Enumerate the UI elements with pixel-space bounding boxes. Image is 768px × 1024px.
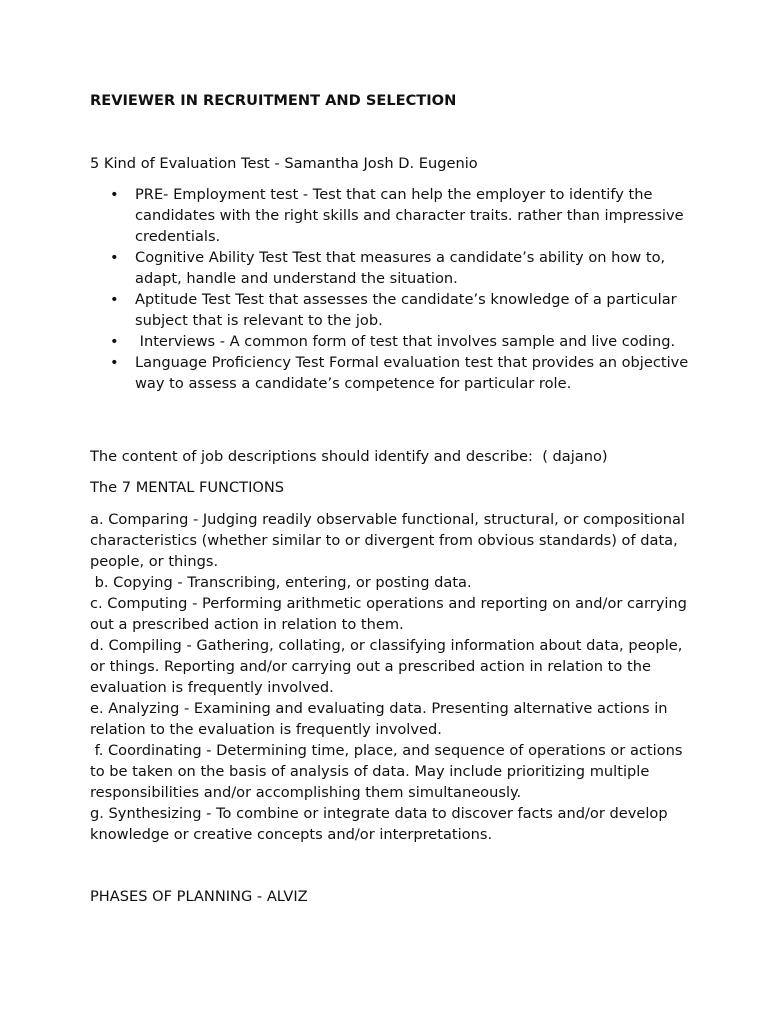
list-item: a. Comparing - Judging readily observable functional, structural, or compositional characteristics (whether similar to or divergent from obvious standards) of data, people, or things. <box>90 511 685 570</box>
bullet-icon: • <box>110 186 119 203</box>
mental-functions-list <box>90 509 690 845</box>
list-item: d. Compiling - Gathering, collating, or classifying information about data, people, or things. Reporting and/or carrying out a prescribed action in relation to the evaluation is frequently involved. <box>90 637 683 696</box>
document-title: REVIEWER IN RECRUITMENT AND SELECTION <box>90 92 457 109</box>
list-item <box>90 331 690 352</box>
list-item <box>90 289 690 331</box>
list-item-text: Interviews - A common form of test that involves sample and live coding. <box>135 333 676 350</box>
list-item <box>90 184 690 247</box>
evaluation-test-heading: 5 Kind of Evaluation Test - Samantha Josh D. Eugenio <box>90 155 478 172</box>
list-item-text: Language Proficiency Test Formal evaluation test that provides an objective way to assess a candidate’s competence for particular role. <box>135 354 689 392</box>
list-item <box>90 247 690 289</box>
list-item: c. Computing - Performing arithmetic operations and reporting on and/or carrying out a prescribed action in relation to them. <box>90 595 687 633</box>
list-item <box>90 352 690 394</box>
evaluation-test-list <box>90 184 690 394</box>
list-item-text: Aptitude Test Test that assesses the candidate’s knowledge of a particular subject that is relevant to the job. <box>135 291 677 329</box>
phases-of-planning-heading: PHASES OF PLANNING - ALVIZ <box>90 888 308 905</box>
mental-functions-heading: The 7 MENTAL FUNCTIONS <box>90 479 285 496</box>
bullet-icon: • <box>110 354 119 371</box>
bullet-icon: • <box>110 249 119 266</box>
list-item-text: PRE- Employment test - Test that can help the employer to identify the candidates with the right skills and character traits. rather than impressive credentials. <box>135 186 684 245</box>
document-page <box>90 88 690 905</box>
list-item: b. Copying - Transcribing, entering, or posting data. <box>90 574 472 591</box>
list-item: f. Coordinating - Determining time, place, and sequence of operations or actions to be taken on the basis of analysis of data. May include prioritizing multiple responsibilities and/or accomplishing them simultaneously. <box>90 742 688 801</box>
job-description-line: The content of job descriptions should identify and describe: ( dajano) <box>90 448 608 465</box>
list-item: g. Synthesizing - To combine or integrate data to discover facts and/or develop knowledge or creative concepts and/or interpretations. <box>90 805 668 843</box>
list-item-text: Cognitive Ability Test Test that measures a candidate’s ability on how to, adapt, handle and understand the situation. <box>135 249 666 287</box>
bullet-icon: • <box>110 333 119 350</box>
bullet-icon: • <box>110 291 119 308</box>
list-item: e. Analyzing - Examining and evaluating data. Presenting alternative actions in relation to the evaluation is frequently involved. <box>90 700 668 738</box>
